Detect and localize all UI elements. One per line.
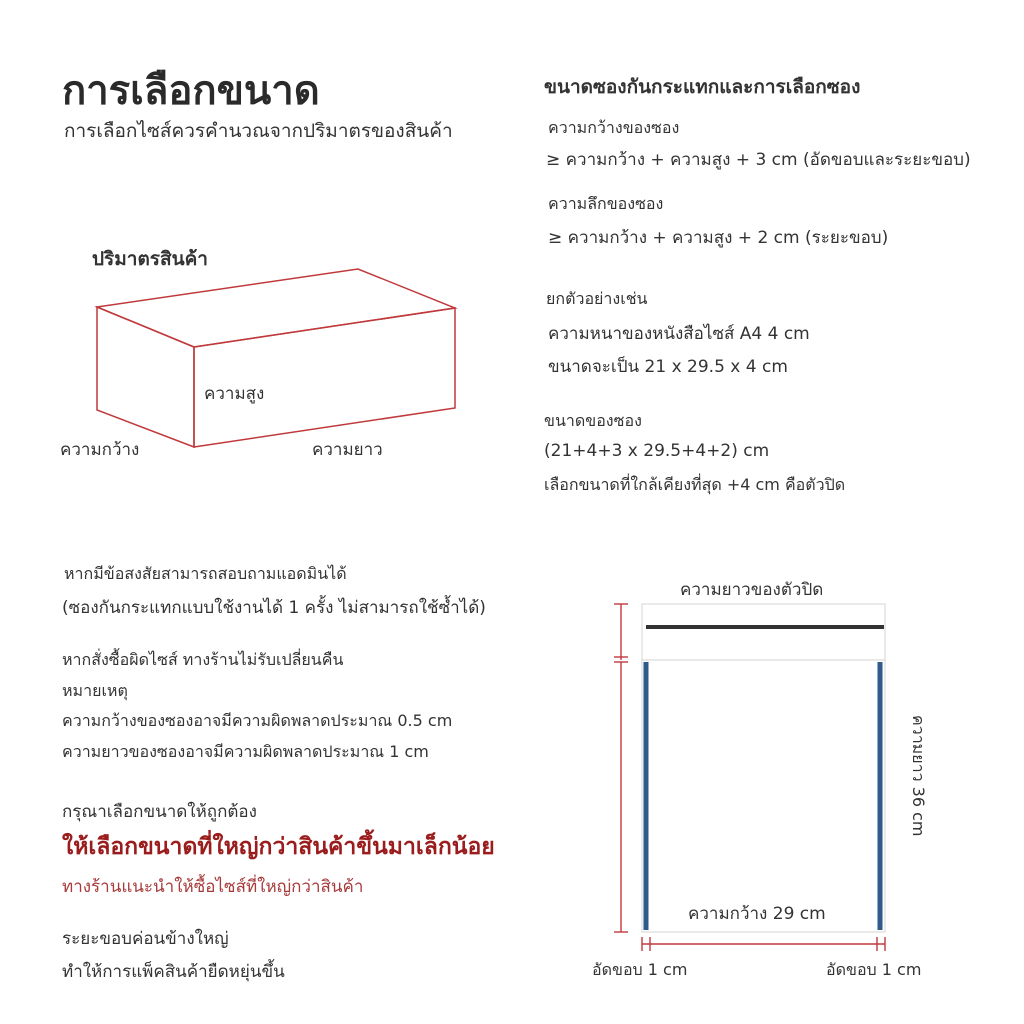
product-box-illustration: [97, 269, 455, 447]
box-height-label: ความสูง: [204, 384, 265, 404]
envelope-choose: เลือกขนาดที่ใกล้เคียงที่สุด +4 cm คือตัวปิด: [544, 475, 846, 494]
remark-title: หมายเหตุ: [62, 681, 128, 700]
box-length-label: ความยาว: [312, 440, 383, 460]
example-line-2: ขนาดจะเป็น 21 x 29.5 x 4 cm: [548, 357, 788, 377]
example-title: ยกตัวอย่างเช่น: [546, 289, 648, 308]
envelope-illustration: [642, 604, 885, 932]
width-tolerance-note: ความกว้างของซองอาจมีความผิดพลาดประมาณ 0.5 cm: [62, 711, 453, 730]
seal-left-label: อัดขอบ 1 cm: [592, 960, 688, 979]
page-title: การเลือกขนาด: [62, 68, 320, 114]
width-title: ความกว้างของซอง: [548, 118, 680, 137]
envelope-flap: [642, 604, 885, 660]
length-tolerance-note: ความยาวของซองอาจมีความผิดพลาดประมาณ 1 cm: [62, 742, 429, 761]
box-front-face: [194, 308, 455, 447]
envelope-length-label: ความยาว 36 cm: [909, 715, 928, 837]
contact-note: หากมีข้อสงสัยสามารถสอบถามแอดมินได้: [64, 564, 347, 583]
envelope-calc: (21+4+3 x 29.5+4+2) cm: [544, 441, 770, 461]
envelope-title: ขนาดของซอง: [544, 411, 642, 430]
seal-right-label: อัดขอบ 1 cm: [826, 960, 922, 979]
example-line-1: ความหนาของหนังสือไซส์ A4 4 cm: [548, 324, 810, 344]
no-exchange-note: หากสั่งซื้อผิดไซส์ ทางร้านไม่รับเปลี่ยนคืน: [62, 650, 344, 669]
depth-formula: ≥ ความกว้าง + ความสูง + 2 cm (ระยะขอบ): [548, 228, 889, 248]
box-side-face: [97, 307, 194, 447]
envelope-width-label: ความกว้าง 29 cm: [688, 904, 826, 924]
single-use-note: (ซองกันกระแทกแบบใช้งานได้ 1 ครั้ง ไม่สามารถใช้ซ้ำได้): [62, 598, 486, 618]
margin-large-note: ระยะขอบค่อนข้างใหญ่: [62, 929, 229, 949]
depth-title: ความลึกของซอง: [548, 194, 664, 213]
choose-correct-note: กรุณาเลือกขนาดให้ถูกต้อง: [62, 802, 257, 822]
flexible-packing-note: ทำให้การแพ็คสินค้ายืดหยุ่นขึ้น: [62, 962, 285, 982]
box-width-label: ความกว้าง: [60, 440, 140, 460]
box-heading: ปริมาตรสินค้า: [92, 248, 208, 270]
flap-length-label: ความยาวของตัวปิด: [680, 580, 824, 600]
shop-recommend-note: ทางร้านแนะนำให้ซื้อไซส์ที่ใหญ่กว่าสินค้า: [62, 877, 364, 897]
width-formula: ≥ ความกว้าง + ความสูง + 3 cm (อัดขอบและระยะขอบ): [546, 150, 971, 170]
info-heading: ขนาดซองกันกระแทกและการเลือกซอง: [544, 76, 861, 98]
page-subtitle: การเลือกไซส์ควรคำนวณจากปริมาตรของสินค้า: [64, 120, 453, 142]
envelope-body: [642, 660, 885, 932]
choose-bigger-highlight: ให้เลือกขนาดที่ใหญ่กว่าสินค้าขึ้นมาเล็กน้อย: [62, 834, 495, 860]
box-top-face: [97, 269, 455, 347]
